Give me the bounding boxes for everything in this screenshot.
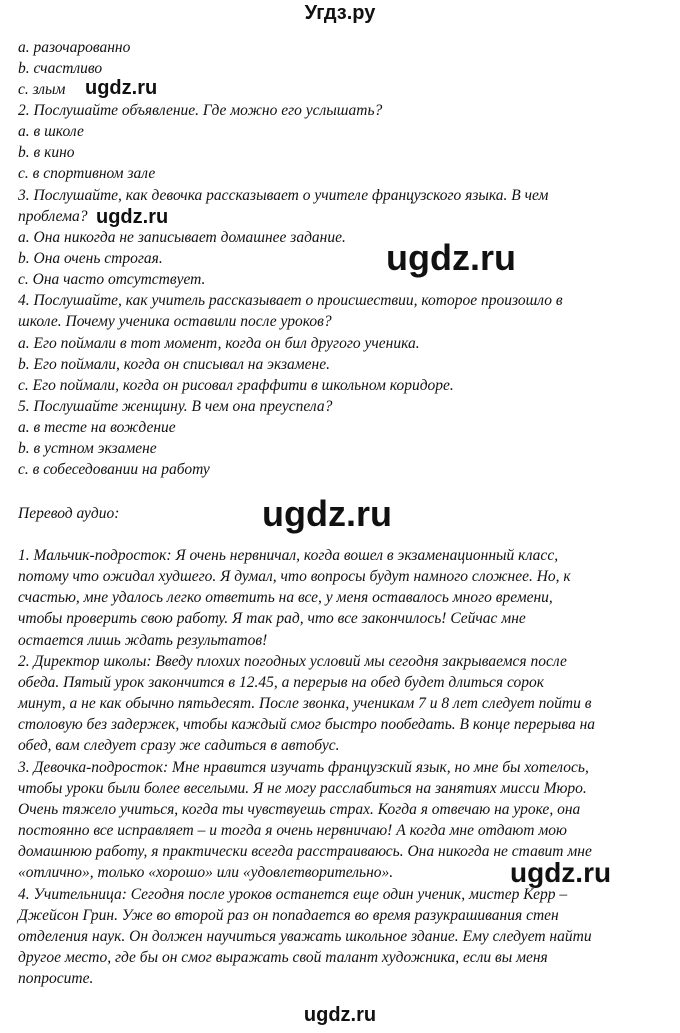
watermark: ugdz.ru bbox=[96, 206, 169, 228]
translation-line: чтобы уроки были более веселыми. Я не могу расслабиться на занятиях мисси Мюро. bbox=[18, 780, 587, 797]
translation-line: «отлично», только «хорошо» или «удовлетворительно». bbox=[18, 864, 394, 881]
q2-option-c: c. в спортивном зале bbox=[18, 165, 156, 182]
translation-line: Джейсон Грин. Уже во второй раз он попадается во время разукрашивания стен bbox=[18, 907, 559, 924]
translation-line: столовую без задержек, чтобы каждый смог быстро пообедать. В конце перерыва на bbox=[18, 716, 596, 733]
q4-text-line-1: 4. Послушайте, как учитель рассказывает о происшествии, которое произошло в bbox=[18, 292, 563, 309]
q3-option-c: c. Она часто отсутствует. bbox=[18, 271, 206, 288]
q5-option-b: b. в устном экзамене bbox=[18, 440, 157, 457]
translation-line: 1. Мальчик-подросток: Я очень нервничал, когда вошел в экзаменационный класс, bbox=[18, 547, 559, 564]
translation-line: постоянно все исправляет – и тогда я очень нервничаю! А когда мне отдают мою bbox=[18, 822, 567, 839]
translation-line: обед, вам следует сразу же садиться в автобус. bbox=[18, 737, 340, 754]
translation-line: отделения наук. Он должен научиться уважать школьное здание. Ему следует найти bbox=[18, 928, 592, 945]
q4-option-a: a. Его поймали в тот момент, когда он бил другого ученика. bbox=[18, 335, 420, 352]
watermark: ugdz.ru bbox=[262, 493, 392, 534]
translation-line: 4. Учительница: Сегодня после уроков останется еще один ученик, мистер Керр – bbox=[18, 886, 568, 903]
q4-option-b: b. Его поймали, когда он списывал на экзамене. bbox=[18, 356, 330, 373]
q3-option-b: b. Она очень строгая. bbox=[18, 250, 163, 267]
q1-option-c: c. злым bbox=[18, 81, 66, 98]
watermark: ugdz.ru bbox=[510, 857, 612, 888]
q5-option-a: a. в тесте на вождение bbox=[18, 419, 176, 436]
translation-line: остается лишь ждать результатов! bbox=[18, 632, 268, 649]
q1-option-a: a. разочарованно bbox=[18, 39, 131, 56]
q1-option-b: b. счастливо bbox=[18, 60, 103, 77]
translation-line: обеда. Пятый урок закончится в 12.45, а перерыв на обед будет длиться сорок bbox=[18, 674, 544, 691]
q4-option-c: c. Его поймали, когда он рисовал граффити в школьном коридоре. bbox=[18, 377, 454, 394]
q2-text: 2. Послушайте объявление. Где можно его услышать? bbox=[18, 102, 383, 119]
q3-option-a: a. Она никогда не записывает домашнее задание. bbox=[18, 229, 346, 246]
q3-text-line-1: 3. Послушайте, как девочка рассказывает о учителе французского языка. В чем bbox=[18, 187, 549, 204]
translation-heading: Перевод аудио: bbox=[18, 505, 120, 522]
watermark: ugdz.ru bbox=[386, 237, 516, 278]
translation-line: минут, а не как обычно пятьдесят. После звонка, ученикам 7 и 8 лет следует пойти в bbox=[18, 695, 592, 712]
translation-line: счастью, мне удалось легко ответить на все, у меня оставалось много времени, bbox=[18, 589, 553, 606]
translation-line: чтобы проверить свою работу. Я так рад, что все закончилось! Сейчас мне bbox=[18, 610, 526, 627]
translation-line: попросите. bbox=[18, 970, 94, 987]
translation-line: другое место, где бы он смог выражать свой талант художника, если вы меня bbox=[18, 949, 548, 966]
watermark: ugdz.ru bbox=[85, 77, 158, 99]
q4-text-line-2: школе. Почему ученика оставили после уроков? bbox=[18, 313, 332, 330]
translation-line: 2. Директор школы: Введу плохих погодных условий мы сегодня закрываемся после bbox=[18, 653, 567, 670]
translation-line: 3. Девочка-подросток: Мне нравится изучать французский язык, но мне бы хотелось, bbox=[18, 759, 589, 776]
page-header-site-name: Угдз.ру bbox=[304, 2, 376, 24]
translation-line: Очень тяжело учиться, когда ты чувствуешь страх. Когда я отвечаю на уроке, она bbox=[18, 801, 581, 818]
q3-text-line-2: проблема? bbox=[18, 208, 88, 225]
q2-option-a: a. в школе bbox=[18, 123, 84, 140]
q2-option-b: b. в кино bbox=[18, 144, 75, 161]
translation-line: домашнюю работу, я практически всегда расстраиваюсь. Она никогда не ставит мне bbox=[18, 843, 592, 860]
page-footer-site-name: ugdz.ru bbox=[303, 1004, 377, 1026]
translation-line: потому что ожидал худшего. Я думал, что вопросы будут намного сложнее. Но, к bbox=[18, 568, 571, 585]
q5-option-c: c. в собеседовании на работу bbox=[18, 461, 210, 478]
q5-text: 5. Послушайте женщину. В чем она преуспела? bbox=[18, 398, 333, 415]
